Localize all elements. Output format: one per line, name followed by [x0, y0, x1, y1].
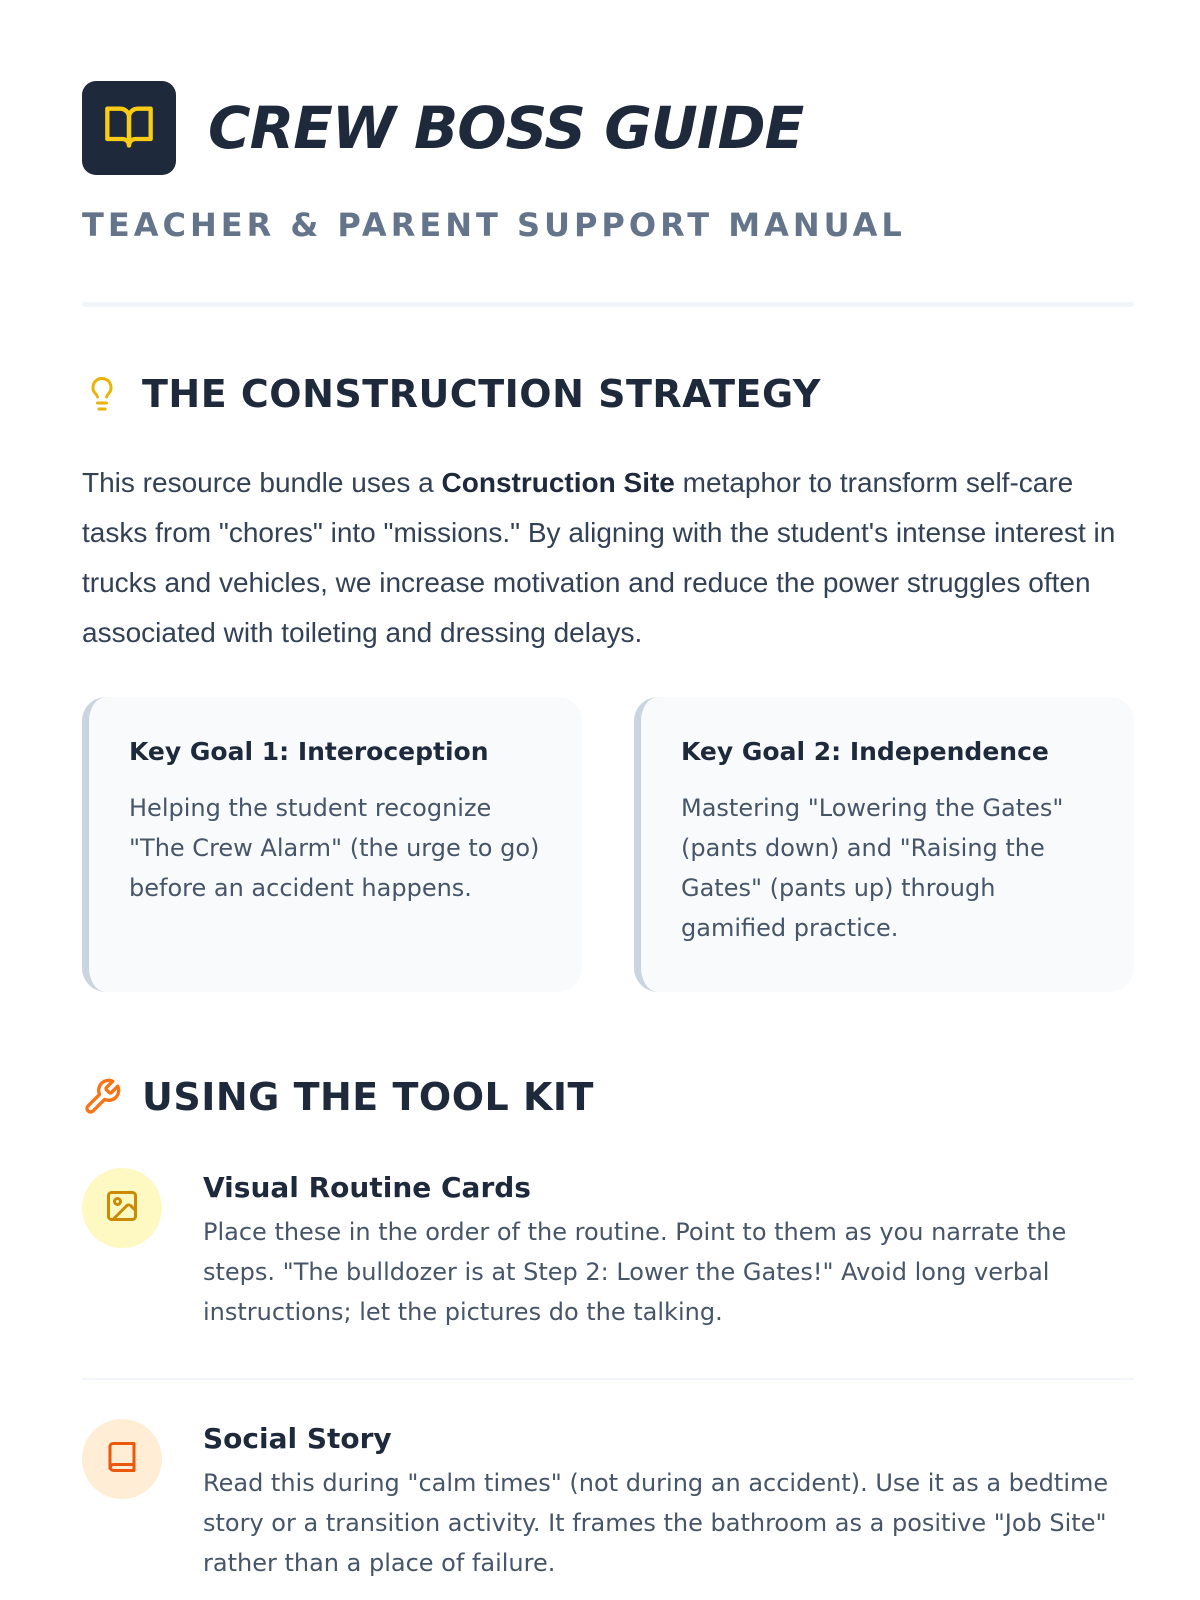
goal-card-independence	[634, 697, 1134, 992]
book-open-icon	[103, 100, 155, 156]
goal-card-text: Helping the student recognize "The Crew Alarm" (the urge to go) before an accident happens.	[129, 794, 540, 902]
tool-body	[203, 1168, 1134, 1332]
tool-title: Social Story	[203, 1422, 392, 1455]
logo	[82, 81, 176, 175]
header	[82, 81, 803, 175]
intro-text-end: metaphor to transform self-care tasks from "chores" into "missions." By aligning with the student's intense interest in trucks and vehicles, we increase motivation and reduce the power struggles often associated with toileting and dressing delays.	[82, 467, 1116, 648]
strategy-intro	[82, 458, 1134, 658]
intro-emphasis: Construction Site	[441, 467, 675, 498]
tool-divider	[82, 1378, 1134, 1380]
wrench-icon	[82, 1077, 122, 1117]
toolkit-heading-row	[82, 1075, 594, 1119]
toolkit-heading: USING THE TOOL KIT	[142, 1075, 594, 1119]
image-icon	[104, 1188, 140, 1228]
tool-icon-circle	[82, 1419, 162, 1499]
book-icon	[104, 1439, 140, 1479]
page-title: CREW BOSS GUIDE	[208, 94, 804, 162]
strategy-heading: THE CONSTRUCTION STRATEGY	[142, 372, 821, 416]
tool-description: Read this during "calm times" (not during an accident). Use it as a bedtime story or a transition activity. It frames the bathroom as a positive "Job Site" rather than a place of failure.	[203, 1469, 1109, 1577]
intro-text-start: This resource bundle uses a	[82, 467, 442, 498]
goal-card-interoception	[82, 697, 582, 992]
tool-title: Visual Routine Cards	[203, 1171, 531, 1204]
strategy-heading-row	[82, 372, 821, 416]
header-divider	[82, 302, 1134, 307]
lightbulb-icon	[82, 374, 122, 414]
tool-description: Place these in the order of the routine. Point to them as you narrate the steps. "The bulldozer is at Step 2: Lower the Gates!" Avoid long verbal instructions; let the pictures do the talking.	[203, 1218, 1067, 1326]
tool-icon-circle	[82, 1168, 162, 1248]
goal-card-text: Mastering "Lowering the Gates" (pants down) and "Raising the Gates" (pants up) through gamified practice.	[681, 794, 1064, 942]
tool-body	[203, 1419, 1134, 1583]
goal-card-title: Key Goal 1: Interoception	[129, 737, 489, 766]
page-subtitle: TEACHER & PARENT SUPPORT MANUAL	[82, 206, 906, 244]
goal-card-title: Key Goal 2: Independence	[681, 737, 1049, 766]
